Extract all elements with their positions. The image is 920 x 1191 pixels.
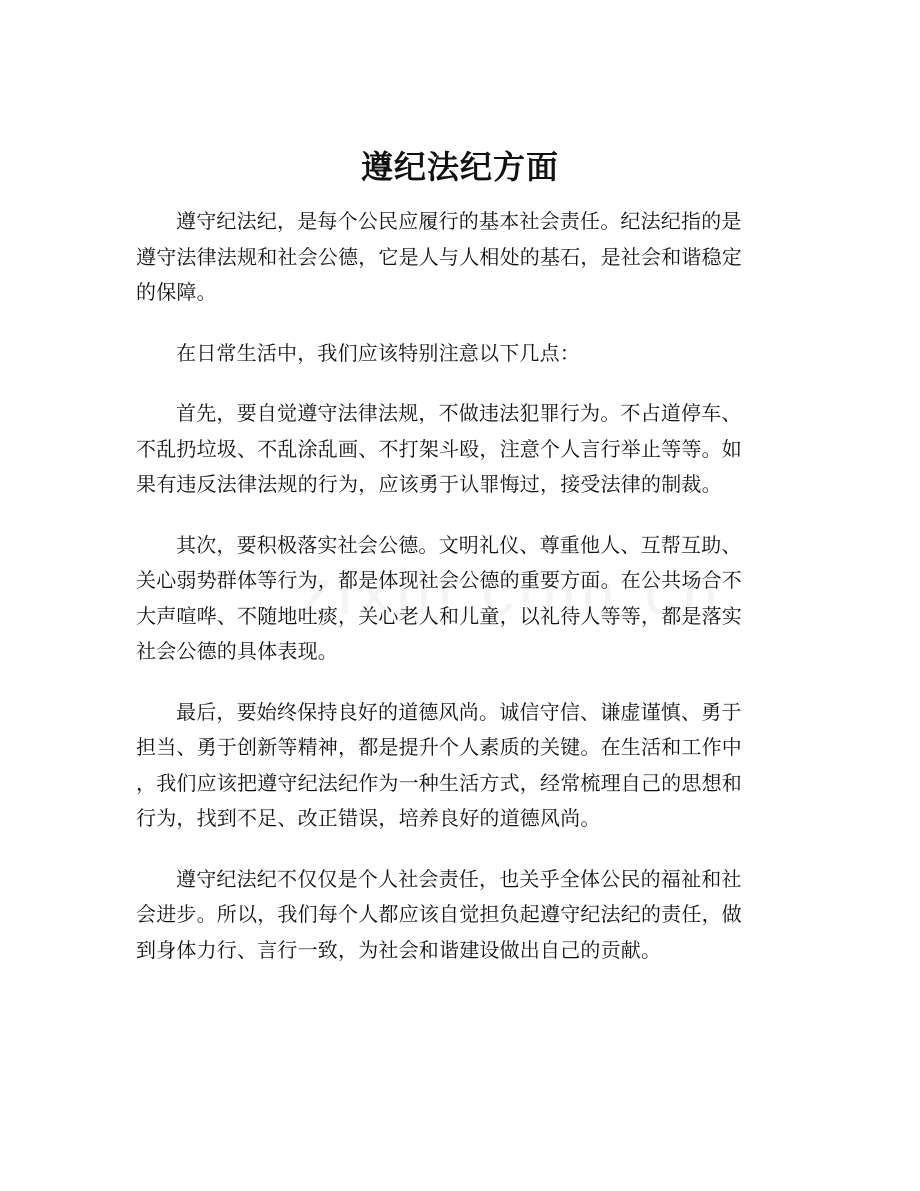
document-title: 遵纪法纪方面 [360,148,559,186]
paragraph-line: 到身体力行、言行一致，为社会和谐建设做出自己的贡献。 [136,937,662,962]
paragraph-line: 行为，找到不足、改正错误，培养良好的道德风尚。 [136,806,601,830]
paragraph-1 [136,204,774,311]
paragraph-4 [136,528,774,670]
paragraph-line: 遵守纪法纪，是每个公民应履行的基本社会责任。纪法纪指的是 [176,209,742,233]
paragraph-2 [136,336,774,372]
document-body [136,204,774,993]
paragraph-line: 会进步。所以，我们每个人都应该自觉担负起遵守纪法纪的责任，做 [136,902,742,926]
paragraph-line: 在日常生活中，我们应该特别注意以下几点： [176,340,580,365]
paragraph-3 [136,396,774,503]
paragraph-line: 大声喧哗、不随地吐痰，关心老人和儿童，以礼待人等等，都是落实 [136,603,742,628]
paragraph-line: 首先，要自觉遵守法律法规，不做违法犯罪行为。不占道停车、 [176,401,742,425]
paragraph-line: 的保障。 [136,280,217,304]
paragraph-line: 担当、勇于创新等精神，都是提升个人素质的关键。在生活和工作中 [136,735,742,759]
paragraph-line: 不乱扔垃圾、不乱涂乱画、不打架斗殴，注意个人言行举止等等。如 [136,436,742,461]
paragraph-line: 社会公德的具体表现。 [136,639,338,663]
paragraph-line: 其次，要积极落实社会公德。文明礼仪、尊重他人、互帮互助、 [176,532,742,557]
paragraph-line: 果有违反法律法规的行为，应该勇于认罪悔过，接受法律的制裁。 [136,472,722,496]
paragraph-line: 遵守法律法规和社会公德，它是人与人相处的基石，是社会和谐稳定 [136,244,742,269]
paragraph-line: 最后，要始终保持良好的道德风尚。诚信守信、谦虚谨慎、勇于 [176,699,742,724]
paragraph-line: 关心弱势群体等行为，都是体现社会公德的重要方面。在公共场合不 [136,568,742,592]
paragraph-line: 遵守纪法纪不仅仅是个人社会责任，也关乎全体公民的福祉和社 [176,866,742,891]
paragraph-6 [136,862,774,969]
paragraph-line: ，我们应该把遵守纪法纪作为一种生活方式，经常梳理自己的思想和 [136,770,742,795]
paragraph-5 [136,695,774,837]
